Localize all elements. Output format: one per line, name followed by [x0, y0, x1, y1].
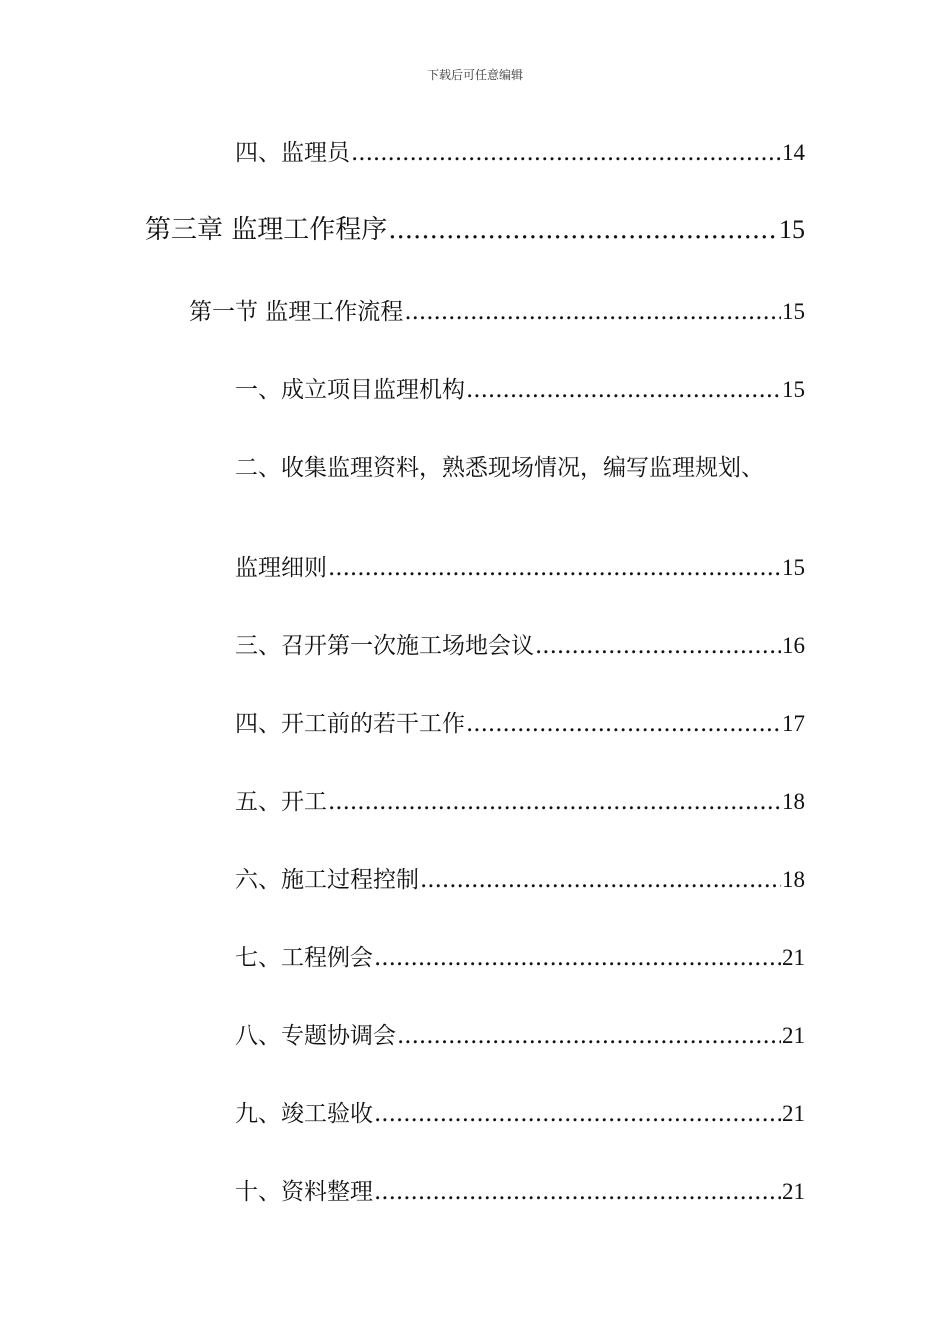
- toc-entry-label: 第一节 监理工作流程: [189, 299, 404, 325]
- toc-entry-item-10[interactable]: [235, 1173, 805, 1206]
- toc-entry-supervisor[interactable]: [235, 134, 805, 167]
- toc-entry-label: 十、资料整理: [235, 1179, 373, 1205]
- toc-page-number: 21: [782, 1179, 805, 1204]
- toc-leader-dots: [420, 867, 781, 893]
- page-header: 下载后可任意编辑: [426, 68, 523, 82]
- toc-entry-item-3[interactable]: [235, 627, 805, 660]
- toc-entry-label: 六、施工过程控制: [235, 867, 419, 893]
- toc-page-number: 14: [782, 140, 805, 165]
- toc-entry-item-5[interactable]: [235, 783, 805, 816]
- toc-entry-item-6[interactable]: [235, 861, 805, 894]
- toc-leader-dots: [466, 711, 781, 737]
- toc-entry-item-2-line-2[interactable]: [235, 549, 805, 582]
- toc-entry-label: 一、成立项目监理机构: [235, 377, 465, 403]
- toc-entry-item-8[interactable]: [235, 1017, 805, 1050]
- toc-entry-label: 九、竣工验收: [235, 1101, 373, 1127]
- toc-page-number: 17: [782, 711, 805, 736]
- toc-entry-label: 第三章 监理工作程序: [145, 215, 388, 245]
- toc-entry-label: 监理细则: [235, 555, 327, 581]
- toc-leader-dots: [374, 945, 781, 971]
- toc-leader-dots: [374, 1179, 781, 1205]
- toc-page-number: 15: [779, 215, 805, 244]
- toc-entry-label: 五、开工: [235, 789, 327, 815]
- toc-leader-dots: [404, 299, 781, 325]
- toc-page-number: 16: [782, 633, 805, 658]
- toc-leader-dots: [535, 633, 781, 659]
- toc-entry-item-9[interactable]: [235, 1095, 805, 1128]
- toc-entry-label: 三、召开第一次施工场地会议: [235, 633, 534, 659]
- toc-leader-dots: [388, 215, 778, 245]
- toc-entry-chapter-3[interactable]: [145, 209, 805, 246]
- toc-leader-dots: [351, 140, 781, 166]
- toc-entry-item-2-line-1[interactable]: 二、收集监理资料，熟悉现场情况，编写监理规划、: [235, 455, 764, 481]
- toc-entry-label: 八、专题协调会: [235, 1023, 396, 1049]
- toc-leader-dots: [397, 1023, 781, 1049]
- toc-entry-item-4[interactable]: [235, 705, 805, 738]
- toc-page-number: 18: [782, 867, 805, 892]
- toc-leader-dots: [328, 789, 781, 815]
- toc-page-number: 18: [782, 789, 805, 814]
- toc-page-number: 21: [782, 1101, 805, 1126]
- toc-page-number: 21: [782, 1023, 805, 1048]
- toc-entry-item-7[interactable]: [235, 939, 805, 972]
- toc-entry-label: 七、工程例会: [235, 945, 373, 971]
- toc-entry-item-1[interactable]: [235, 371, 805, 404]
- toc-leader-dots: [466, 377, 781, 403]
- toc-page-number: 15: [782, 555, 805, 580]
- toc-entry-label: 四、开工前的若干工作: [235, 711, 465, 737]
- toc-page-number: 15: [782, 299, 805, 324]
- toc-entry-label: 四、监理员: [235, 140, 350, 166]
- toc-entry-section-1[interactable]: [189, 293, 805, 326]
- toc-page-number: 21: [782, 945, 805, 970]
- toc-leader-dots: [328, 555, 781, 581]
- toc-page-number: 15: [782, 377, 805, 402]
- toc-leader-dots: [374, 1101, 781, 1127]
